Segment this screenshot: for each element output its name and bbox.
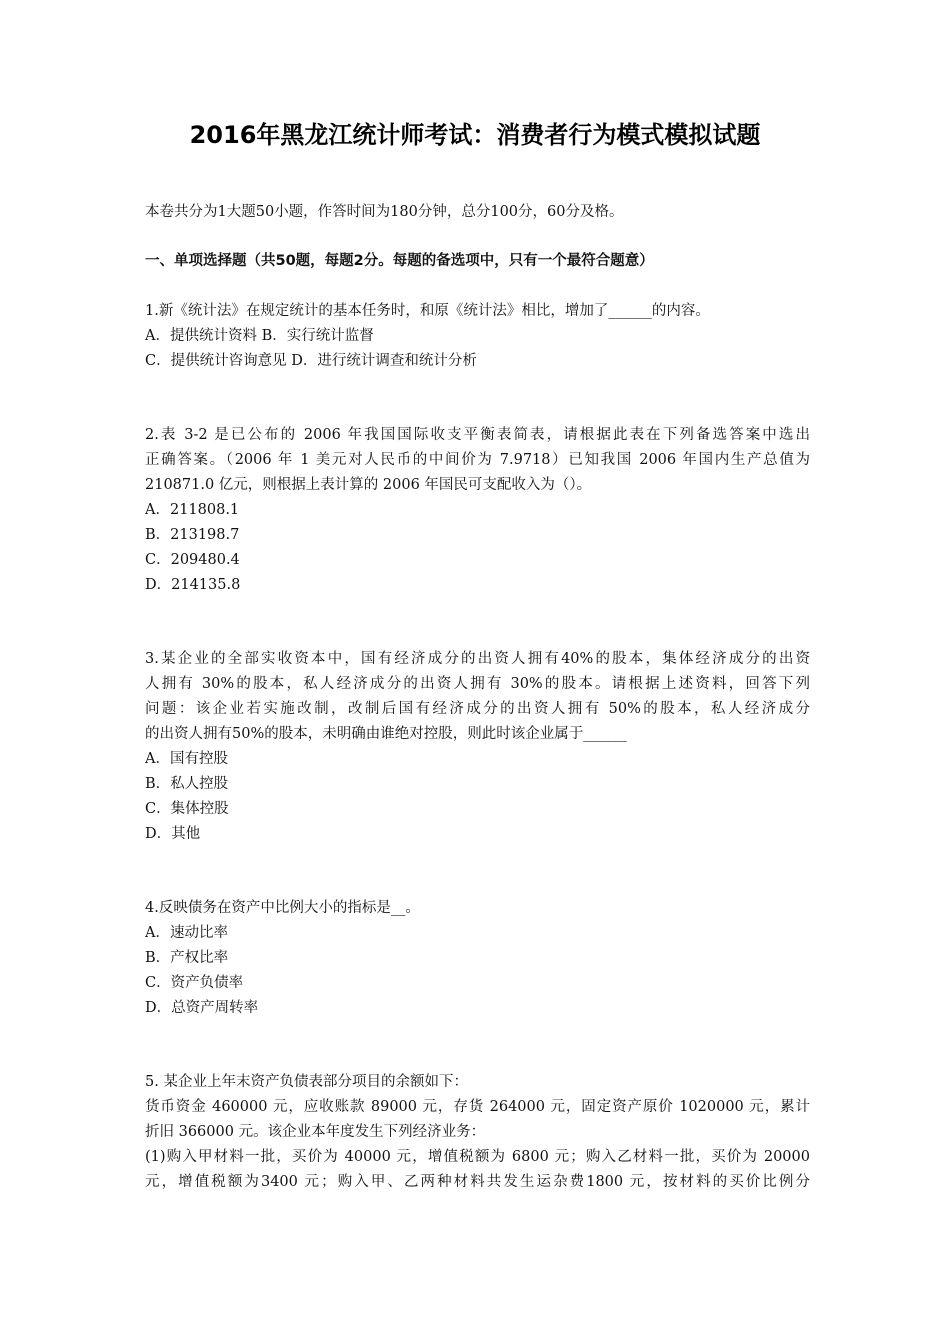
answer-option: C．集体控股 [145, 801, 229, 817]
section-heading: 一、单项选择题（共50题，每题2分。每题的备选项中，只有一个最符合题意） [145, 253, 654, 269]
answer-option: A．211808.1 [145, 502, 240, 518]
answer-option: A．速动比率 [145, 925, 228, 941]
question-text-line: 210871.0 亿元，则根据上表计算的 2006 年国民可支配收入为（）。 [145, 477, 592, 493]
question-text-line: 2.表 3-2 是已公布的 2006 年我国国际收支平衡表简表，请根据此表在下列备选答案中选出 [145, 427, 810, 443]
answer-option: D．214135.8 [145, 577, 241, 593]
document-title: 2016年黑龙江统计师考试：消费者行为模式模拟试题 [189, 121, 761, 149]
question-text-line: 4.反映债务在资产中比例大小的指标是__。 [145, 900, 420, 916]
answer-option: D．总资产周转率 [145, 1000, 259, 1016]
question-text-line: 人拥有 30%的股本，私人经济成分的出资人拥有 30%的股本。请根据上述资料，回答下列 [145, 676, 810, 692]
exam-intro: 本卷共分为1大题50小题，作答时间为180分钟，总分100分，60分及格。 [145, 204, 624, 220]
question-4 [145, 896, 810, 1021]
answer-option: C．提供统计咨询意见 D．进行统计调查和统计分析 [145, 353, 477, 369]
question-text-line: 元，增值税额为3400 元；购入甲、乙两种材料共发生运杂费1800 元，按材料的买价比例分 [145, 1174, 810, 1190]
question-3 [145, 647, 810, 847]
question-text-line: 折旧 366000 元。该企业本年度发生下列经济业务： [145, 1124, 486, 1140]
answer-option: A．提供统计资料 B．实行统计监督 [145, 328, 374, 344]
question-text-line: 3.某企业的全部实收资本中，国有经济成分的出资人拥有40%的股本，集体经济成分的出资 [145, 651, 810, 667]
question-2 [145, 423, 810, 598]
question-text-line: 5. 某企业上年末资产负债表部分项目的余额如下： [145, 1074, 468, 1090]
question-text-line: 的出资人拥有50%的股本，未明确由谁绝对控股，则此时该企业属于______ [145, 726, 627, 742]
question-5 [145, 1070, 810, 1195]
answer-option: D．其他 [145, 826, 201, 842]
answer-option: B．私人控股 [145, 776, 229, 792]
answer-option: B．产权比率 [145, 950, 229, 966]
question-text-line: 问题：该企业若实施改制，改制后国有经济成分的出资人拥有 50%的股本，私人经济成分 [145, 701, 810, 717]
question-text-line: 1.新《统计法》在规定统计的基本任务时，和原《统计法》相比，增加了______的内容。 [145, 303, 710, 319]
question-text-line: 货币资金 460000 元，应收账款 89000 元，存货 264000 元，固定资产原价 1020000 元，累计 [145, 1099, 810, 1115]
answer-option: A．国有控股 [145, 751, 228, 767]
question-text-line: 正确答案。（2006 年 1 美元对人民币的中间价为 7.9718）已知我国 2006 年国内生产总值为 [145, 452, 810, 468]
question-1 [145, 299, 810, 374]
answer-option: C．209480.4 [145, 552, 240, 568]
answer-option: B．213198.7 [145, 527, 240, 543]
answer-option: C．资产负债率 [145, 975, 244, 991]
question-text-line: (1)购入甲材料一批，买价为 40000 元，增值税额为 6800 元；购入乙材料一批，买价为 20000 [145, 1149, 810, 1165]
